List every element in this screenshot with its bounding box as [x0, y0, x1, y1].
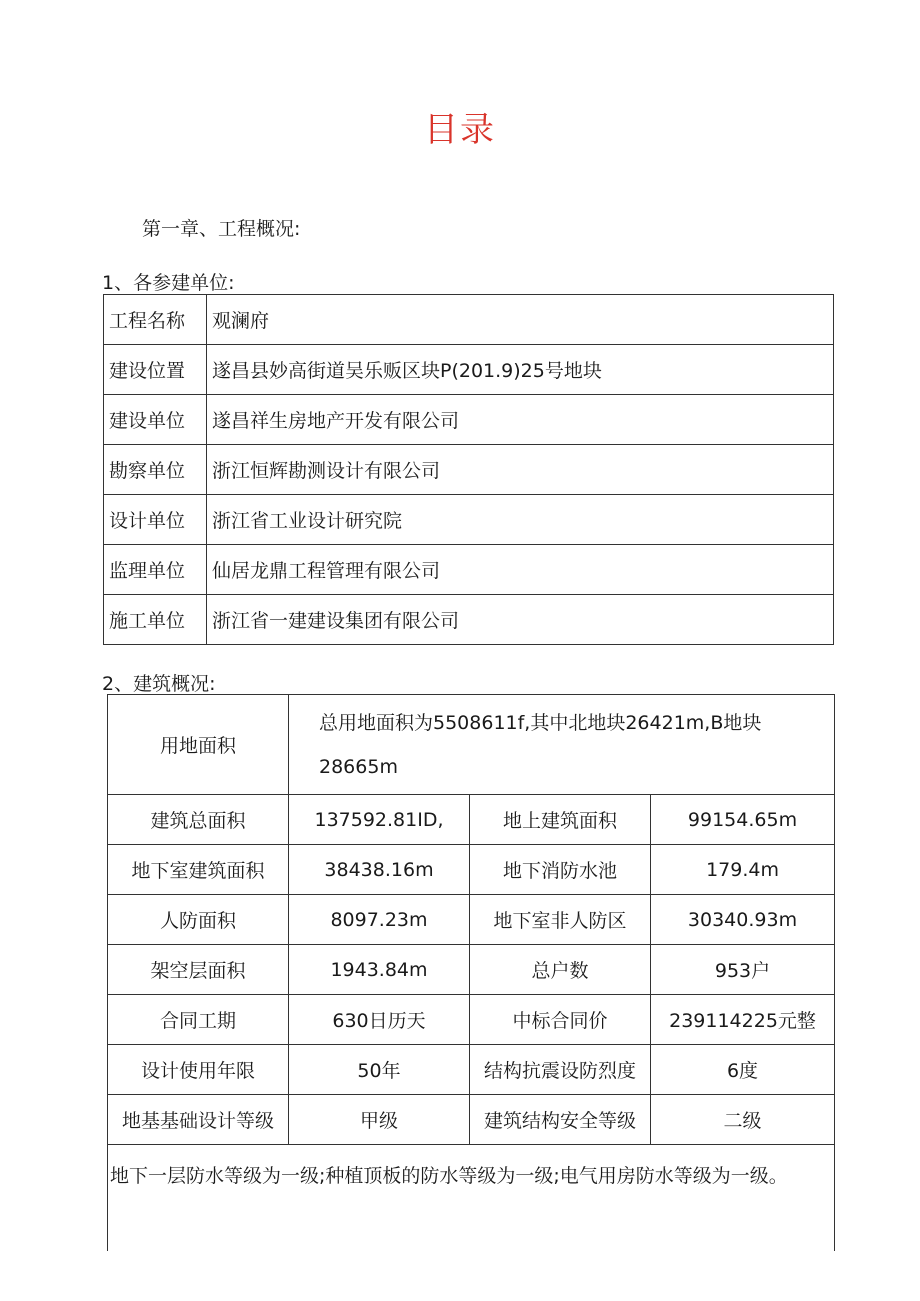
table-row — [104, 395, 834, 445]
land-area-value: 总用地面积为5508611f,其中北地块26421m,B地块28665m — [289, 695, 835, 795]
row-label: 设计单位 — [104, 495, 207, 545]
cell: 179.4m — [651, 845, 835, 895]
table-row — [108, 1095, 835, 1145]
cell: 30340.93m — [651, 895, 835, 945]
cell: 总户数 — [470, 945, 651, 995]
row-label: 建设单位 — [104, 395, 207, 445]
row-label: 建设位置 — [104, 345, 207, 395]
cell: 架空层面积 — [108, 945, 289, 995]
cell: 地基基础设计等级 — [108, 1095, 289, 1145]
cell: 地下消防水池 — [470, 845, 651, 895]
cell: 8097.23m — [289, 895, 470, 945]
cell: 地上建筑面积 — [470, 795, 651, 845]
table-row — [108, 1045, 835, 1095]
row-label: 监理单位 — [104, 545, 207, 595]
cell: 地下室非人防区 — [470, 895, 651, 945]
row-value: 浙江恒辉勘测设计有限公司 — [207, 445, 834, 495]
table-row — [108, 795, 835, 845]
chapter-heading: 第一章、工程概况: — [142, 218, 301, 240]
section-heading-building: 2、建筑概况: — [102, 673, 216, 695]
table-row — [104, 545, 834, 595]
table-row — [104, 445, 834, 495]
waterproof-note: 地下一层防水等级为一级;种植顶板的防水等级为一级;电气用房防水等级为一级。 — [108, 1145, 835, 1252]
table-row — [108, 945, 835, 995]
row-label: 工程名称 — [104, 295, 207, 345]
table-row — [104, 595, 834, 645]
land-area-label: 用地面积 — [108, 695, 289, 795]
table-row — [108, 995, 835, 1045]
cell: 地下室建筑面积 — [108, 845, 289, 895]
table-row — [108, 845, 835, 895]
participants-table — [103, 294, 834, 645]
row-value: 仙居龙鼎工程管理有限公司 — [207, 545, 834, 595]
row-value: 遂昌县妙高街道吴乐贩区块P(201.9)25号地块 — [207, 345, 834, 395]
row-label: 施工单位 — [104, 595, 207, 645]
cell: 结构抗震设防烈度 — [470, 1045, 651, 1095]
cell: 建筑结构安全等级 — [470, 1095, 651, 1145]
cell: 953户 — [651, 945, 835, 995]
building-overview-table — [107, 694, 835, 1251]
cell: 630日历天 — [289, 995, 470, 1045]
table-row — [104, 345, 834, 395]
cell: 设计使用年限 — [108, 1045, 289, 1095]
table-row — [104, 495, 834, 545]
page-title: 目录 — [424, 110, 496, 150]
cell: 239114225元整 — [651, 995, 835, 1045]
cell: 甲级 — [289, 1095, 470, 1145]
section-heading-participants: 1、各参建单位: — [102, 272, 235, 294]
table-row — [104, 295, 834, 345]
cell: 6度 — [651, 1045, 835, 1095]
row-value: 观澜府 — [207, 295, 834, 345]
table-row — [108, 895, 835, 945]
cell: 建筑总面积 — [108, 795, 289, 845]
cell: 99154.65m — [651, 795, 835, 845]
cell: 50年 — [289, 1045, 470, 1095]
row-label: 勘察单位 — [104, 445, 207, 495]
cell: 中标合同价 — [470, 995, 651, 1045]
cell: 1943.84m — [289, 945, 470, 995]
row-value: 浙江省工业设计研究院 — [207, 495, 834, 545]
cell: 人防面积 — [108, 895, 289, 945]
cell: 38438.16m — [289, 845, 470, 895]
cell: 合同工期 — [108, 995, 289, 1045]
cell: 137592.81ID, — [289, 795, 470, 845]
cell: 二级 — [651, 1095, 835, 1145]
row-value: 浙江省一建建设集团有限公司 — [207, 595, 834, 645]
row-value: 遂昌祥生房地产开发有限公司 — [207, 395, 834, 445]
table-row — [108, 1145, 835, 1252]
table-row — [108, 695, 835, 795]
